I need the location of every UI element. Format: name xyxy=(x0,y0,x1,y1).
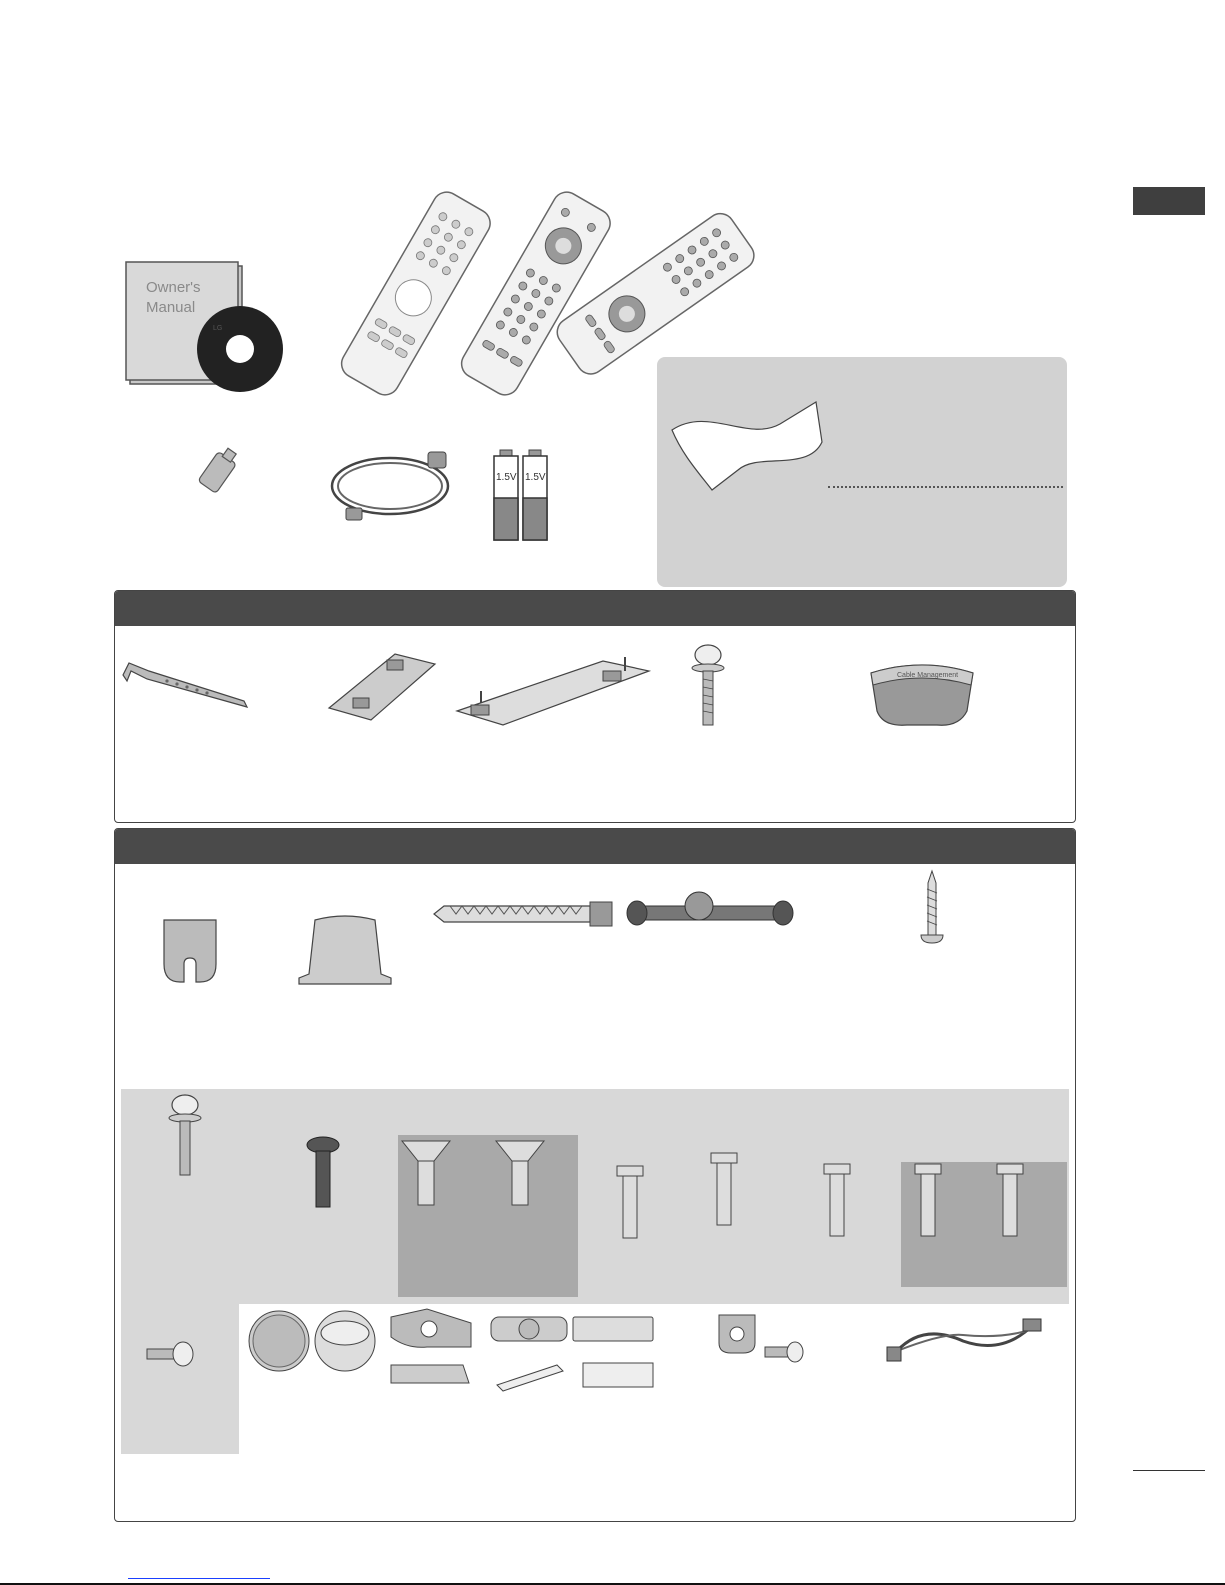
cable-management-label: Cable Management xyxy=(897,672,959,679)
cable-holder-icon xyxy=(867,659,977,739)
cloth-dotted-line xyxy=(828,486,1063,488)
manual-title-line2: Manual xyxy=(146,299,196,316)
section2-header xyxy=(115,829,1075,864)
cable-holder-icon xyxy=(715,1307,815,1377)
screw-icon xyxy=(398,1139,578,1209)
battery-right-label: 1.5V xyxy=(525,472,546,483)
side-page-rule xyxy=(1133,1470,1205,1471)
cable-tie-icon xyxy=(430,894,620,934)
screw-icon xyxy=(303,1135,343,1215)
screw-icon xyxy=(145,1339,195,1369)
cable-holder-icon xyxy=(160,914,220,994)
power-cord-icon xyxy=(330,448,460,528)
screw-icon xyxy=(165,1093,205,1183)
stand-cover-icon xyxy=(247,1307,377,1377)
cable-tie-icon xyxy=(119,641,259,711)
ferrite-core-icon xyxy=(188,443,248,503)
footer-link-line xyxy=(128,1578,270,1579)
bracket-icon xyxy=(325,646,445,726)
screw-icon xyxy=(917,869,947,949)
polishing-cloth-icon xyxy=(668,402,828,492)
screw-icon xyxy=(995,1162,1025,1242)
power-cable-icon xyxy=(883,1313,1043,1373)
screws-panel-left xyxy=(121,1304,239,1454)
battery-left-label: 1.5V xyxy=(496,472,517,483)
battery-icon xyxy=(494,450,554,542)
side-chapter-tab xyxy=(1133,187,1205,215)
cd-disc-icon xyxy=(195,304,285,394)
bracket-icon xyxy=(625,884,795,934)
section-optional-accessories xyxy=(114,590,1076,823)
bracket-icon xyxy=(387,1307,657,1407)
screw-icon xyxy=(913,1162,943,1242)
screw-icon xyxy=(709,1151,739,1231)
section-stand-accessories xyxy=(114,828,1076,1522)
screw-icon xyxy=(688,643,728,733)
section1-header xyxy=(115,591,1075,626)
stand-cover-icon xyxy=(295,914,395,994)
screw-icon xyxy=(822,1162,852,1242)
bracket-icon xyxy=(453,641,653,731)
svg-text:LG: LG xyxy=(213,325,223,332)
screw-icon xyxy=(615,1164,645,1244)
manual-title-line1: Owner's xyxy=(146,279,201,296)
